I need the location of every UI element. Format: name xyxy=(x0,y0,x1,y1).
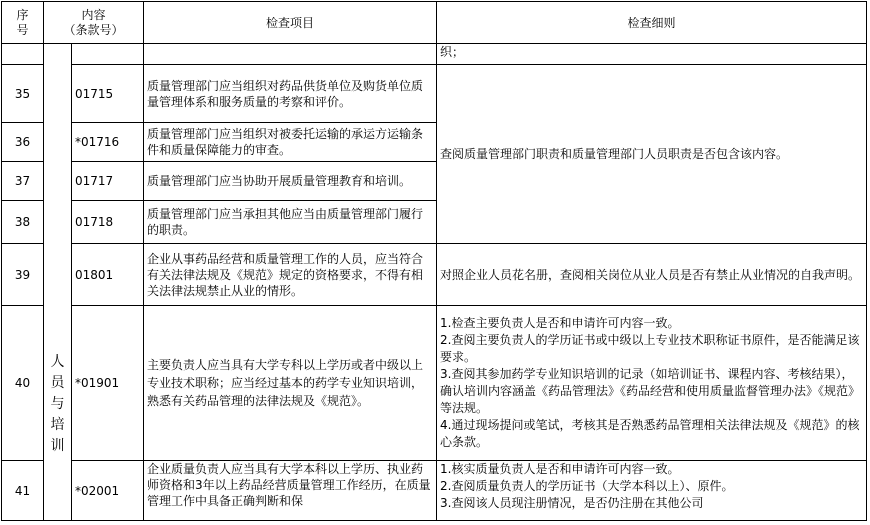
row-no: 40 xyxy=(2,306,44,461)
row-code: 01717 xyxy=(72,162,144,201)
row-item: 主要负责人应当具有大学专科以上学历或者中级以上专业技术职称；应当经过基本的药学专业知识培训，熟悉有关药品管理的法律法规及《规范》。 xyxy=(144,306,437,461)
row-code: 01715 xyxy=(72,65,144,123)
table-cell xyxy=(2,44,44,65)
detail-line: 1.核实质量负责人是否和申请许可内容一致。 xyxy=(440,462,680,476)
row-item: 企业质量负责人应当具有大学本科以上学历、执业药师资格和3年以上药品经营质量管理工作经历，在质量管理工作中具备正确判断和保 xyxy=(144,461,437,521)
table-row xyxy=(2,306,867,461)
row-code: *02001 xyxy=(72,461,144,521)
shared-detail: 查阅质量管理部门职责和质量管理部门人员职责是否包含该内容。 xyxy=(437,65,867,244)
row-code: 01718 xyxy=(72,201,144,244)
detail-line: 1.检查主要负责人是否和申请许可内容一致。 xyxy=(440,316,680,330)
continuation-row xyxy=(2,44,867,65)
row-code: *01901 xyxy=(72,306,144,461)
detail-line: 3.查阅其参加药学专业知识培训的记录（如培训证书、课程内容、考核结果），确认培训内容涵盖《药品管理法》《药品经营和使用质量监督管理办法》《规范》等法规。 xyxy=(440,367,861,415)
row-no: 38 xyxy=(2,201,44,244)
row-detail: 对照企业人员花名册，查阅相关岗位从业人员是否有禁止从业情况的自我声明。 xyxy=(437,244,867,306)
table-cell xyxy=(72,44,144,65)
row-no: 35 xyxy=(2,65,44,123)
inspection-table xyxy=(1,1,867,521)
header-item: 检查项目 xyxy=(144,2,437,44)
row-detail xyxy=(437,306,867,461)
category-cell: 人 员 与 培 训 xyxy=(44,44,72,521)
row-item: 企业从事药品经营和质量管理工作的人员，应当符合有关法律法规及《规范》规定的资格要求，不得有相关法律法规禁止从业的情形。 xyxy=(144,244,437,306)
row-no: 41 xyxy=(2,461,44,521)
row-item: 质量管理部门应当承担其他应当由质量管理部门履行的职责。 xyxy=(144,201,437,244)
row-code: *01716 xyxy=(72,123,144,162)
continuation-text: 织； xyxy=(437,44,867,65)
detail-line: 4.通过现场提问或笔试，考核其是否熟悉药品管理相关法律法规及《规范》的核心条款。 xyxy=(440,418,860,449)
table-cell xyxy=(144,44,437,65)
detail-line: 3.查阅该人员现注册情况，是否仍注册在其他公司 xyxy=(440,496,704,510)
row-no: 36 xyxy=(2,123,44,162)
table-row xyxy=(2,65,867,123)
table-row xyxy=(2,461,867,521)
header-seq: 序 号 xyxy=(2,2,44,44)
row-item: 质量管理部门应当组织对药品供货单位及购货单位质量管理体系和服务质量的考察和评价。 xyxy=(144,65,437,123)
row-item: 质量管理部门应当组织对被委托运输的承运方运输条件和质量保障能力的审查。 xyxy=(144,123,437,162)
detail-line: 2.查阅质量负责人的学历证书（大学本科以上）、原件。 xyxy=(440,479,734,493)
row-no: 39 xyxy=(2,244,44,306)
row-no: 37 xyxy=(2,162,44,201)
header-detail: 检查细则 xyxy=(437,2,867,44)
row-code: 01801 xyxy=(72,244,144,306)
row-item: 质量管理部门应当协助开展质量管理教育和培训。 xyxy=(144,162,437,201)
row-detail xyxy=(437,461,867,521)
detail-line: 2.查阅主要负责人的学历证书或中级以上专业技术职称证书原件，是否能满足该要求。 xyxy=(440,333,860,364)
table-row xyxy=(2,244,867,306)
header-row xyxy=(2,2,867,44)
header-content: 内容 （条款号） xyxy=(44,2,144,44)
